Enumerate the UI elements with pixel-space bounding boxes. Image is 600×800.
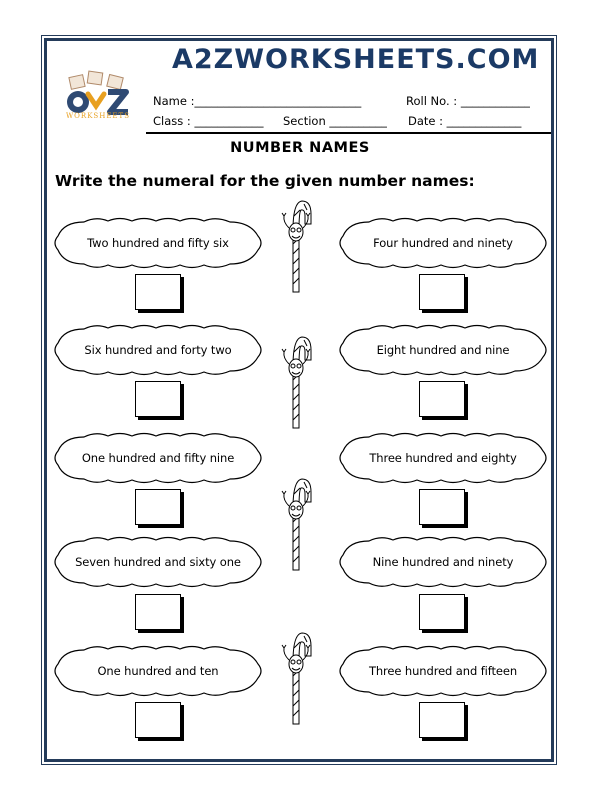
number-name-text: Four hundred and ninety [373, 236, 513, 250]
number-name-text: One hundred and ten [97, 664, 219, 678]
number-name-cloud [339, 323, 547, 377]
number-name-cloud [339, 644, 547, 698]
roll-number-field[interactable]: Roll No. : ____________ [406, 94, 530, 108]
answer-box[interactable] [135, 702, 181, 738]
number-name-cloud [54, 535, 262, 589]
answer-box[interactable] [135, 381, 181, 417]
number-name-cloud [54, 216, 262, 270]
section-field[interactable]: Section __________ [283, 114, 387, 128]
number-name-cloud [54, 323, 262, 377]
number-name-cloud [339, 535, 547, 589]
name-field[interactable]: Name :_____________________________ [153, 94, 362, 108]
date-field[interactable]: Date : _____________ [408, 114, 522, 128]
number-name-text: Three hundred and fifteen [368, 664, 518, 678]
number-name-cloud [54, 431, 262, 485]
header-divider [146, 132, 551, 134]
number-name-text: Seven hundred and sixty one [75, 555, 241, 569]
instruction-text: Write the numeral for the given number names: [55, 172, 475, 190]
number-name-text: One hundred and fifty nine [81, 451, 235, 465]
worksheet-title: NUMBER NAMES [230, 140, 370, 156]
candy-cane-character-icon [280, 628, 316, 726]
candy-cane-character-icon [280, 332, 316, 430]
answer-box[interactable] [419, 594, 465, 630]
answer-box[interactable] [135, 594, 181, 630]
answer-box[interactable] [419, 381, 465, 417]
number-name-cloud [339, 431, 547, 485]
answer-box[interactable] [419, 274, 465, 310]
answer-box[interactable] [135, 274, 181, 310]
number-name-text: Two hundred and fifty six [87, 236, 229, 250]
number-name-text: Nine hundred and ninety [372, 555, 514, 569]
class-field[interactable]: Class : ____________ [153, 114, 264, 128]
candy-cane-character-icon [280, 474, 316, 572]
number-name-text: Eight hundred and nine [376, 343, 510, 357]
answer-box[interactable] [419, 702, 465, 738]
site-title: A2ZWORKSHEETS.COM [172, 44, 540, 75]
logo-text: WORKSHEETS [65, 112, 131, 120]
candy-cane-character-icon [280, 196, 316, 294]
number-name-text: Six hundred and forty two [84, 343, 232, 357]
number-name-text: Three hundred and eighty [369, 451, 517, 465]
answer-box[interactable] [419, 489, 465, 525]
answer-box[interactable] [135, 489, 181, 525]
number-name-cloud [54, 644, 262, 698]
number-name-cloud [339, 216, 547, 270]
